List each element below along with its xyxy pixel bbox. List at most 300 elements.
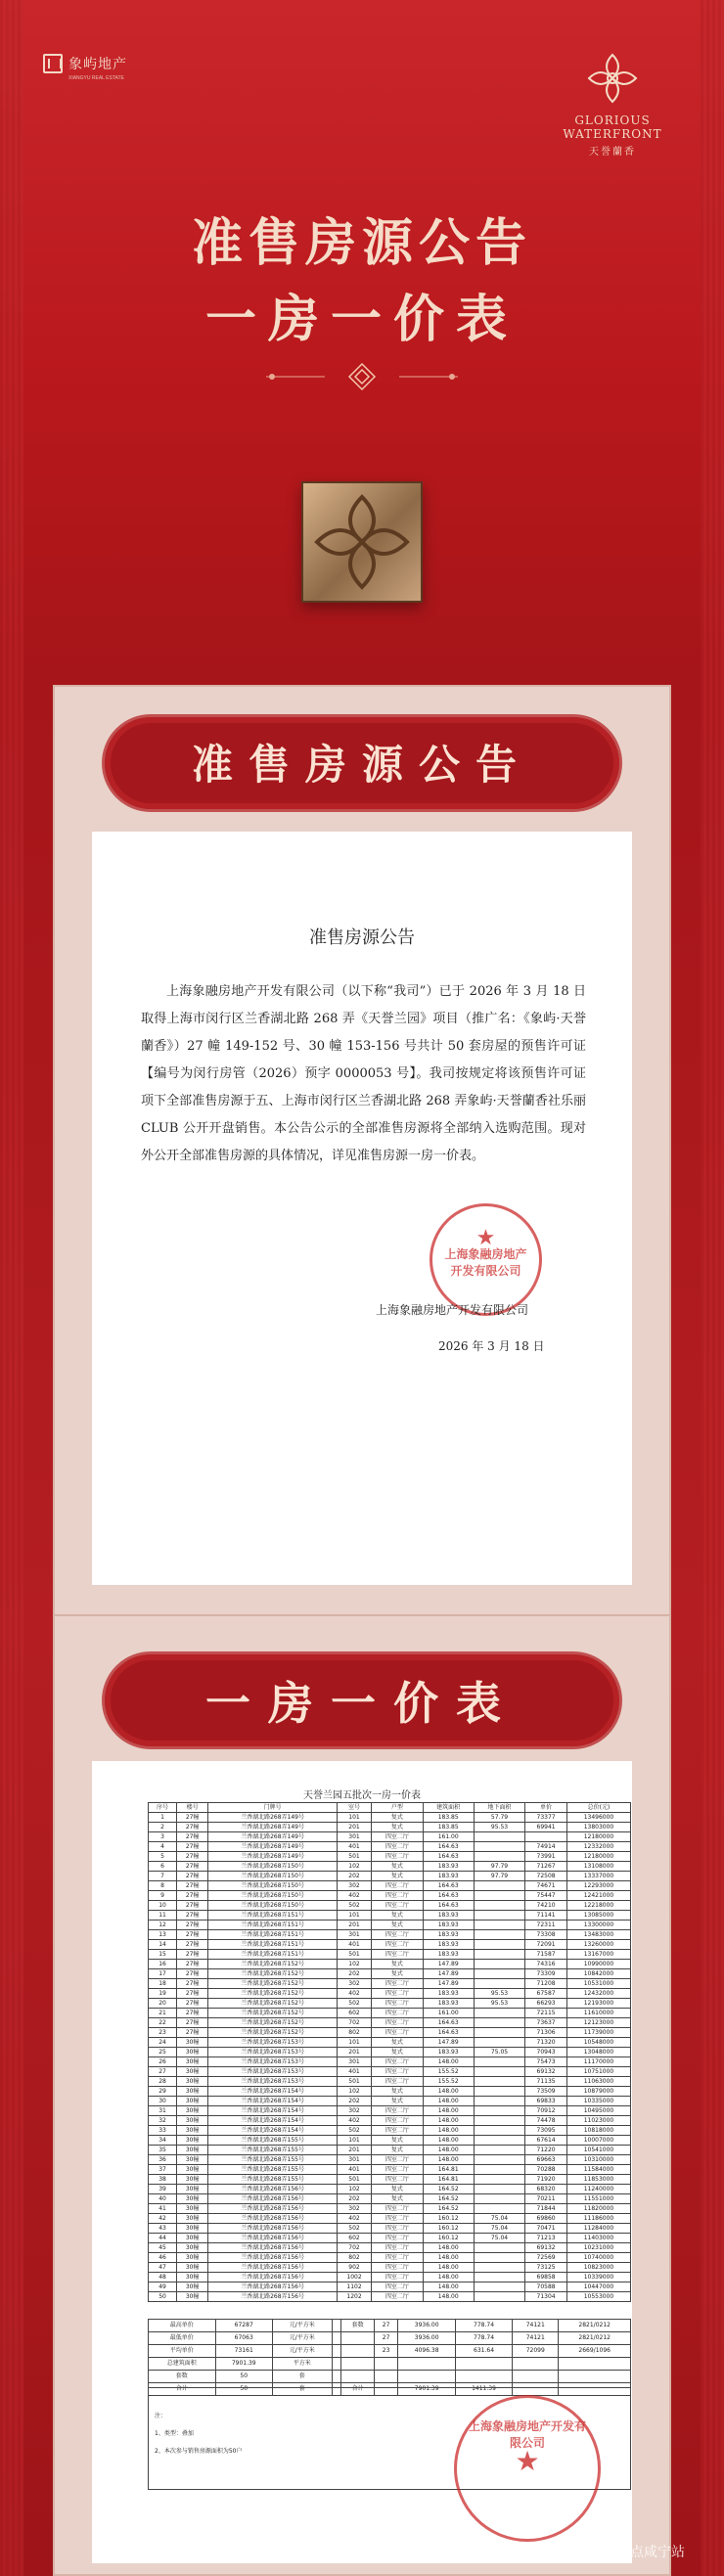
price-banner [102, 1651, 622, 1749]
table-cell: 30幢 [177, 2155, 208, 2165]
table-row [149, 1950, 631, 1960]
table-row [149, 1852, 631, 1862]
notice-document [92, 832, 632, 1585]
table-cell: 73509 [525, 2087, 567, 2097]
table-cell: 12193000 [566, 1999, 630, 2009]
table-cell: 48 [149, 2273, 177, 2282]
summary-cell: 67063 [215, 2332, 272, 2345]
table-cell: 302 [337, 2204, 371, 2214]
table-cell: 148.00 [423, 2146, 474, 2155]
table-row [149, 2175, 631, 2185]
table-cell: 27幢 [177, 1823, 208, 1832]
table-cell: 302 [337, 1979, 371, 1989]
table-row [149, 2234, 631, 2243]
table-cell: 70471 [525, 2224, 567, 2234]
table-cell: 102 [337, 1960, 371, 1969]
table-row [149, 2097, 631, 2106]
table-cell: 13260000 [566, 1940, 630, 1950]
summary-cell: 50 [215, 2371, 272, 2383]
table-cell [474, 2067, 524, 2077]
table-cell [474, 1960, 524, 1969]
table-cell: 28 [149, 2077, 177, 2087]
table-cell: 40 [149, 2194, 177, 2204]
table-row [149, 1842, 631, 1852]
table-cell: 74671 [525, 1881, 567, 1891]
table-cell: 164.63 [423, 1901, 474, 1911]
table-cell: 30幢 [177, 2234, 208, 2243]
table-cell: 183.93 [423, 1950, 474, 1960]
table-cell: 6 [149, 1862, 177, 1872]
table-cell: 复式 [372, 1921, 423, 1930]
table-cell: 27 [149, 2067, 177, 2077]
table-cell: 30幢 [177, 2175, 208, 2185]
table-cell: 183.85 [423, 1813, 474, 1823]
table-cell: 四室二厅 [372, 1950, 423, 1960]
table-cell: 复式 [372, 2136, 423, 2146]
summary-cell: 最高单价 [149, 2320, 216, 2332]
table-cell [474, 1891, 524, 1901]
table-cell: 兰香湖北路268弄153号 [208, 2077, 338, 2087]
table-cell: 兰香湖北路268弄155号 [208, 2146, 338, 2155]
table-cell: 兰香湖北路268弄151号 [208, 1940, 338, 1950]
table-cell: 兰香湖北路268弄156号 [208, 2282, 338, 2292]
table-cell: 502 [337, 2224, 371, 2234]
table-cell: 44 [149, 2234, 177, 2243]
table-cell: 13167000 [566, 1950, 630, 1960]
column-header: 序号 [149, 1803, 177, 1813]
table-cell: 10310000 [566, 2155, 630, 2165]
table-cell: 兰香湖北路268弄154号 [208, 2116, 338, 2126]
table-cell: 27幢 [177, 1862, 208, 1872]
table-cell: 四室二厅 [372, 2009, 423, 2018]
watermark: 搜狐号@搜狐焦点咸宁站 [534, 2545, 685, 2560]
table-cell: 四室二厅 [372, 1832, 423, 1842]
table-cell: 13496000 [566, 1813, 630, 1823]
table-cell: 复式 [372, 1969, 423, 1979]
table-cell: 11584000 [566, 2165, 630, 2175]
table-cell [474, 2243, 524, 2253]
table-cell: 兰香湖北路268弄149号 [208, 1813, 338, 1823]
table-cell: 10339000 [566, 2273, 630, 2282]
table-cell: 75.04 [474, 2234, 524, 2243]
table-cell: 四室二厅 [372, 1881, 423, 1891]
table-cell: 复式 [372, 2097, 423, 2106]
table-row [149, 2214, 631, 2224]
table-cell: 147.89 [423, 2038, 474, 2048]
developer-logo-text: 象屿地产 [68, 56, 127, 71]
summary-cell: 74121 [513, 2332, 559, 2345]
table-cell: 兰香湖北路268弄151号 [208, 1911, 338, 1921]
table-cell: 148.00 [423, 2097, 474, 2106]
table-cell: 27幢 [177, 1881, 208, 1891]
table-cell: 10531000 [566, 1979, 630, 1989]
table-cell: 45 [149, 2243, 177, 2253]
table-cell: 164.63 [423, 1852, 474, 1862]
table-cell: 四室二厅 [372, 2234, 423, 2243]
table-cell: 160.12 [423, 2224, 474, 2234]
table-cell: 兰香湖北路268弄156号 [208, 2273, 338, 2282]
table-row [149, 1813, 631, 1823]
column-header: 总价(元) [566, 1803, 630, 1813]
table-cell: 30幢 [177, 2038, 208, 2048]
table-cell: 38 [149, 2175, 177, 2185]
table-row [149, 2224, 631, 2234]
table-cell: 复式 [372, 2146, 423, 2155]
table-cell: 兰香湖北路268弄153号 [208, 2057, 338, 2067]
note-line: 1、类型：叠加 [155, 2430, 194, 2437]
table-cell: 501 [337, 2077, 371, 2087]
table-cell: 12 [149, 1921, 177, 1930]
table-cell: 301 [337, 1832, 371, 1842]
table-cell [474, 2292, 524, 2302]
table-cell: 兰香湖北路268弄152号 [208, 2009, 338, 2018]
table-row [149, 1891, 631, 1901]
gold-emblem-tile [301, 481, 423, 603]
table-cell: 30幢 [177, 2146, 208, 2155]
table-cell: 148.00 [423, 2136, 474, 2146]
developer-logo-subtext: XIANGYU REAL ESTATE [68, 75, 124, 81]
table-cell: 兰香湖北路268弄156号 [208, 2194, 338, 2204]
table-cell: 27幢 [177, 1921, 208, 1930]
summary-cell: 合计 [341, 2383, 374, 2396]
table-cell: 95.53 [474, 1823, 524, 1832]
table-seal-text: 上海象融房地产开发有限公司 [468, 2419, 586, 2450]
table-cell: 四室二厅 [372, 2155, 423, 2165]
table-row [149, 2048, 631, 2057]
table-row [149, 2038, 631, 2048]
table-cell: 95.53 [474, 1999, 524, 2009]
note-line: 2、本次参与销售房源面积为50户 [155, 2448, 243, 2455]
table-cell: 复式 [372, 2087, 423, 2097]
summary-cell [341, 2332, 374, 2345]
table-cell: 183.93 [423, 1989, 474, 1999]
table-cell [474, 2106, 524, 2116]
table-cell: 13483000 [566, 1930, 630, 1940]
table-row [149, 2165, 631, 2175]
table-cell: 50 [149, 2292, 177, 2302]
table-cell: 四室二厅 [372, 2028, 423, 2038]
price-banner-text: 一房一价表 [205, 1677, 519, 1730]
table-cell: 30幢 [177, 2282, 208, 2292]
table-cell: 27幢 [177, 1989, 208, 1999]
table-cell: 164.52 [423, 2204, 474, 2214]
table-cell: 兰香湖北路268弄152号 [208, 2028, 338, 2038]
table-cell: 401 [337, 1940, 371, 1950]
table-cell: 11170000 [566, 2057, 630, 2067]
table-cell: 兰香湖北路268弄154号 [208, 2097, 338, 2106]
table-row [149, 2204, 631, 2214]
table-cell [474, 1940, 524, 1950]
table-row [149, 2155, 631, 2165]
table-cell: 71267 [525, 1862, 567, 1872]
table-cell: 27幢 [177, 1872, 208, 1881]
table-cell: 71320 [525, 2038, 567, 2048]
table-cell: 兰香湖北路268弄156号 [208, 2214, 338, 2224]
table-cell: 1102 [337, 2282, 371, 2292]
table-row [149, 2018, 631, 2028]
table-row [149, 1930, 631, 1940]
table-cell: 兰香湖北路268弄153号 [208, 2038, 338, 2048]
summary-row [149, 2371, 631, 2383]
table-cell: 11023000 [566, 2116, 630, 2126]
summary-row [149, 2320, 631, 2332]
right-ornament-icon [399, 370, 458, 384]
table-cell: 72311 [525, 1921, 567, 1930]
table-cell: 70288 [525, 2165, 567, 2175]
table-cell: 71587 [525, 1950, 567, 1960]
table-cell: 10007000 [566, 2136, 630, 2146]
table-cell: 802 [337, 2253, 371, 2263]
table-cell: 21 [149, 2009, 177, 2018]
summary-cell: 50 [215, 2383, 272, 2396]
table-cell: 69132 [525, 2067, 567, 2077]
notice-banner-text: 准售房源公告 [191, 741, 532, 789]
table-row [149, 2282, 631, 2292]
table-cell: 31 [149, 2106, 177, 2116]
table-cell: 43 [149, 2224, 177, 2234]
table-cell: 70211 [525, 2194, 567, 2204]
table-cell: 四室二厅 [372, 2273, 423, 2282]
table-cell: 73309 [525, 1969, 567, 1979]
summary-cell [559, 2371, 631, 2383]
table-cell: 69132 [525, 2243, 567, 2253]
table-cell: 30 [149, 2097, 177, 2106]
table-cell: 30幢 [177, 2224, 208, 2234]
summary-cell: 2669/1096 [559, 2345, 631, 2358]
table-cell: 兰香湖北路268弄152号 [208, 1979, 338, 1989]
table-cell: 602 [337, 2009, 371, 2018]
price-table-header [149, 1803, 631, 1813]
table-cell: 72508 [525, 1872, 567, 1881]
summary-cell [341, 2371, 374, 2383]
table-cell: 11820000 [566, 2204, 630, 2214]
table-cell: 13300000 [566, 1921, 630, 1930]
table-row [149, 2087, 631, 2097]
table-cell: 46 [149, 2253, 177, 2263]
table-cell: 兰香湖北路268弄156号 [208, 2185, 338, 2194]
table-cell: 11186000 [566, 2214, 630, 2224]
table-cell: 四室二厅 [372, 2263, 423, 2273]
table-cell: 155.52 [423, 2077, 474, 2087]
table-cell: 41 [149, 2204, 177, 2214]
table-cell: 69860 [525, 2214, 567, 2224]
table-cell [474, 2009, 524, 2018]
table-cell [474, 2165, 524, 2175]
table-cell: 148.00 [423, 2126, 474, 2136]
table-cell: 201 [337, 1921, 371, 1930]
table-cell: 183.93 [423, 1862, 474, 1872]
table-cell: 148.00 [423, 2087, 474, 2097]
table-cell: 30幢 [177, 2057, 208, 2067]
summary-cell: 7901.39 [215, 2358, 272, 2371]
table-cell: 30幢 [177, 2243, 208, 2253]
table-cell: 10 [149, 1901, 177, 1911]
table-cell: 兰香湖北路268弄150号 [208, 1872, 338, 1881]
table-row [149, 1832, 631, 1842]
watermark-secondary: 公众号：沪上新楼盘 [342, 2527, 458, 2542]
table-cell: 兰香湖北路268弄150号 [208, 1901, 338, 1911]
table-cell: 42 [149, 2214, 177, 2224]
table-cell: 97.79 [474, 1862, 524, 1872]
summary-cell: 3936.00 [398, 2320, 455, 2332]
table-cell: 复式 [372, 1823, 423, 1832]
table-cell: 73308 [525, 1930, 567, 1940]
table-cell: 四室二厅 [372, 1940, 423, 1950]
table-cell: 10548000 [566, 2038, 630, 2048]
table-cell: 4 [149, 1842, 177, 1852]
table-cell: 四室二厅 [372, 2175, 423, 2185]
table-cell: 25 [149, 2048, 177, 2057]
summary-cell [332, 2345, 341, 2358]
table-cell: 148.00 [423, 2282, 474, 2292]
table-cell: 11403000 [566, 2234, 630, 2243]
table-row [149, 1999, 631, 2009]
table-cell [474, 2185, 524, 2194]
table-cell: 兰香湖北路268弄149号 [208, 1842, 338, 1852]
table-cell: 202 [337, 1969, 371, 1979]
summary-cell: 27 [374, 2332, 398, 2345]
table-cell: 602 [337, 2234, 371, 2243]
summary-row [149, 2358, 631, 2371]
table-cell: 1 [149, 1813, 177, 1823]
table-cell: 27幢 [177, 2009, 208, 2018]
table-seal: ★ 上海象融房地产开发有限公司 [454, 2395, 601, 2542]
table-cell [474, 1969, 524, 1979]
table-row [149, 2067, 631, 2077]
table-row [149, 2253, 631, 2263]
table-cell [474, 1911, 524, 1921]
notice-body: 上海象融房地产开发有限公司（以下称“我司”）已于 2026 年 3 月 18 日取得上海市闵行区兰香湖北路 268 弄《天誉兰园》项目（推广名：《象屿·天誉蘭香》）27 幢 149-152 号、30 幢 153-156 号共计 50 套房屋的预售许可证【编号为闵行房管（2026）预字 0000053 号】。我司按规定将该预售许可证项下全部准售房源于五、上海市闵行区兰香湖北路 268 弄象屿·天誉蘭香社乐丽 CLUB 公开开盘销售。本公告公示的全部准售房源将全部纳入选购范围。现对外公开全部准售房源的具体情况，详见准售房源一房一价表。 [141, 984, 586, 1163]
table-cell: 四室二厅 [372, 2243, 423, 2253]
table-row [149, 2126, 631, 2136]
table-cell: 183.85 [423, 1823, 474, 1832]
column-header: 室号 [337, 1803, 371, 1813]
table-cell: 27幢 [177, 1940, 208, 1950]
table-cell: 35 [149, 2146, 177, 2155]
table-cell: 147.89 [423, 1960, 474, 1969]
column-header: 户型 [372, 1803, 423, 1813]
table-cell [474, 2194, 524, 2204]
table-cell: 302 [337, 2106, 371, 2116]
table-cell: 四室二厅 [372, 2224, 423, 2234]
table-cell: 11739000 [566, 2028, 630, 2038]
table-cell [474, 2175, 524, 2185]
notice-date: 2026 年 3 月 18 日 [438, 1339, 545, 1353]
table-cell: 202 [337, 1872, 371, 1881]
table-cell: 183.93 [423, 1911, 474, 1921]
table-cell [474, 2126, 524, 2136]
table-cell: 四室二厅 [372, 1842, 423, 1852]
summary-cell: 2821/0212 [559, 2332, 631, 2345]
table-cell: 30幢 [177, 2077, 208, 2087]
table-cell [474, 1979, 524, 1989]
table-cell: 四室二厅 [372, 2253, 423, 2263]
notice-banner [102, 714, 622, 812]
table-cell: 兰香湖北路268弄152号 [208, 1989, 338, 1999]
table-cell: 29 [149, 2087, 177, 2097]
table-cell: 兰香湖北路268弄156号 [208, 2224, 338, 2234]
table-cell: 2 [149, 1823, 177, 1832]
table-cell: 164.63 [423, 1842, 474, 1852]
table-cell: 34 [149, 2136, 177, 2146]
table-cell: 14 [149, 1940, 177, 1950]
summary-cell: 4096.38 [398, 2345, 455, 2358]
table-cell: 四室二厅 [372, 2106, 423, 2116]
table-cell: 101 [337, 2038, 371, 2048]
table-cell: 30幢 [177, 2116, 208, 2126]
table-cell: 10751000 [566, 2067, 630, 2077]
summary-table [148, 2319, 631, 2396]
table-cell [474, 2057, 524, 2067]
price-table [148, 1802, 631, 2302]
table-cell: 301 [337, 1930, 371, 1940]
notice-company: 上海象融房地产开发有限公司 [376, 1303, 529, 1317]
table-cell: 69941 [525, 1823, 567, 1832]
table-cell: 兰香湖北路268弄154号 [208, 2087, 338, 2097]
table-row [149, 2263, 631, 2273]
table-cell: 13108000 [566, 1862, 630, 1872]
table-cell: 72569 [525, 2253, 567, 2263]
table-cell: 四室二厅 [372, 2067, 423, 2077]
table-row [149, 2028, 631, 2038]
table-cell: 30幢 [177, 2185, 208, 2194]
table-cell: 四室二厅 [372, 2057, 423, 2067]
table-cell: 兰香湖北路268弄150号 [208, 1891, 338, 1901]
table-cell: 183.93 [423, 1930, 474, 1940]
table-cell: 12332000 [566, 1842, 630, 1852]
table-cell [474, 2263, 524, 2273]
summary-cell: 72099 [513, 2345, 559, 2358]
notice-title: 准售房源公告 [309, 927, 415, 948]
table-cell: 183.93 [423, 1940, 474, 1950]
table-cell: 30幢 [177, 2165, 208, 2175]
table-cell: 702 [337, 2243, 371, 2253]
table-cell: 71208 [525, 1979, 567, 1989]
table-cell: 兰香湖北路268弄155号 [208, 2165, 338, 2175]
table-cell: 兰香湖北路268弄156号 [208, 2234, 338, 2243]
table-cell: 201 [337, 1823, 371, 1832]
table-cell: 71920 [525, 2175, 567, 2185]
table-cell: 12123000 [566, 2018, 630, 2028]
table-cell: 四室二厅 [372, 2214, 423, 2224]
table-cell: 兰香湖北路268弄152号 [208, 1969, 338, 1979]
table-cell: 兰香湖北路268弄151号 [208, 1921, 338, 1930]
table-cell: 71304 [525, 2292, 567, 2302]
table-cell: 兰香湖北路268弄156号 [208, 2243, 338, 2253]
summary-cell: 7901.39 [398, 2383, 455, 2396]
table-cell: 27幢 [177, 1911, 208, 1921]
table-cell: 161.00 [423, 2009, 474, 2018]
summary-cell [332, 2358, 341, 2371]
table-cell: 7 [149, 1872, 177, 1881]
table-row [149, 1872, 631, 1881]
table-cell [474, 2028, 524, 2038]
table-cell: 27幢 [177, 1969, 208, 1979]
table-row [149, 1823, 631, 1832]
summary-cell [332, 2320, 341, 2332]
table-cell [525, 1832, 567, 1842]
table-cell: 1002 [337, 2273, 371, 2282]
table-cell: 四室二厅 [372, 2126, 423, 2136]
table-cell: 10335000 [566, 2097, 630, 2106]
hero-title [0, 210, 724, 353]
summary-cell: 778.74 [455, 2320, 512, 2332]
table-cell: 30幢 [177, 2253, 208, 2263]
table-cell: 27幢 [177, 1979, 208, 1989]
table-cell: 13337000 [566, 1872, 630, 1881]
table-cell: 3 [149, 1832, 177, 1842]
table-cell [474, 1852, 524, 1862]
